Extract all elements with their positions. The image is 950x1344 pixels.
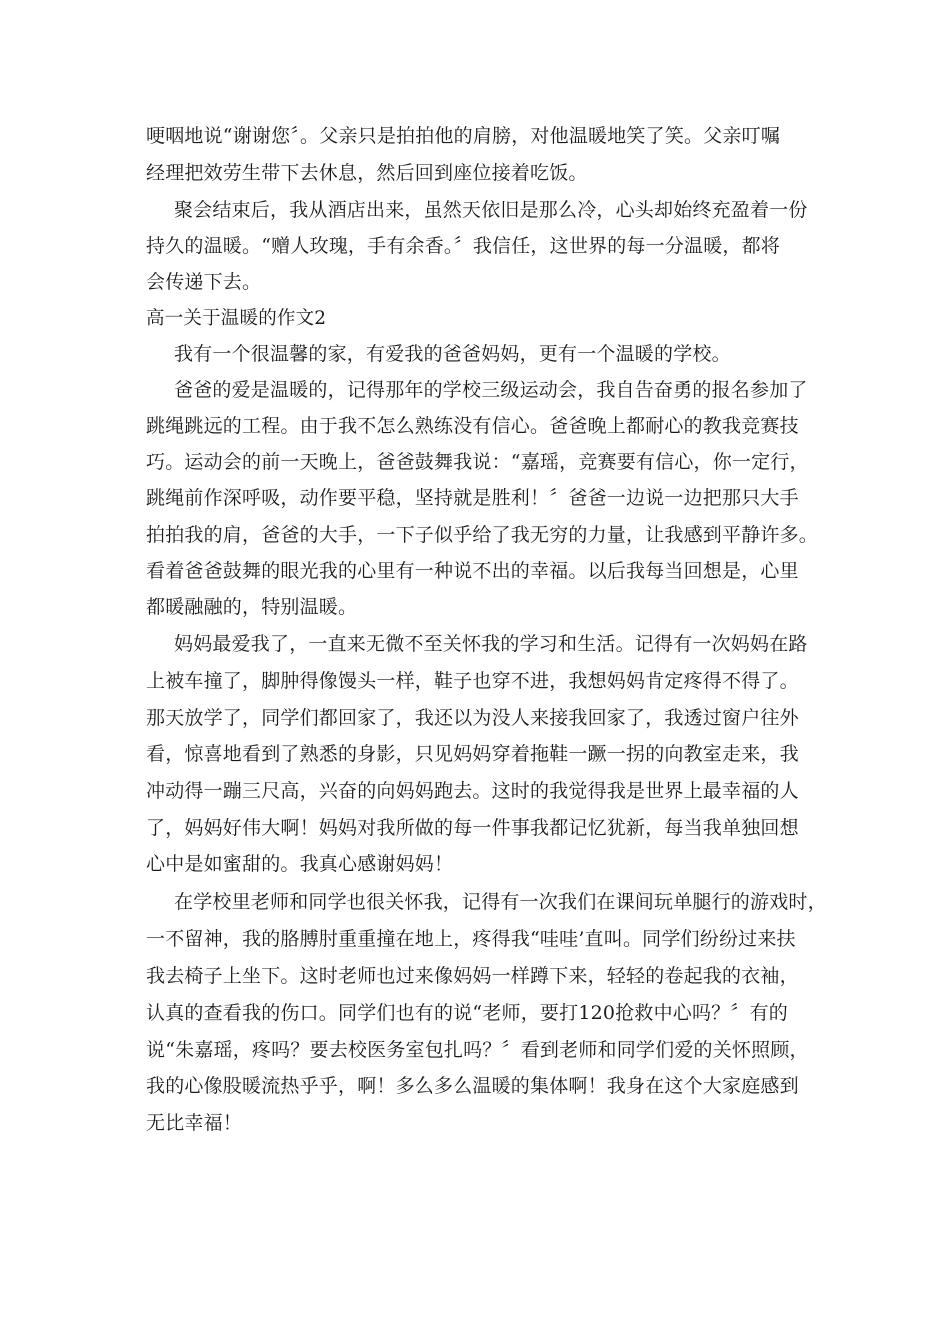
text-line: 爸爸的爱是温暖的，记得那年的学校三级运动会，我自告奋勇的报名参加了: [174, 379, 808, 401]
text-line: 心中是如蜜甜的。我真心感谢妈妈！: [146, 853, 454, 875]
text-line: 那天放学了，同学们都回家了，我还以为没人来接我回家了，我透过窗户往外: [146, 707, 799, 729]
text-line: 认真的查看我的伤口。同学们也有的说“老师，要打120抢救中心吗？〞有的: [146, 1002, 788, 1024]
text-line: 经理把效劳生带下去休息，然后回到座位接着吃饭。: [146, 162, 588, 184]
text-line: 一不留神，我的胳膊肘重重撞在地上，疼得我“哇哇’直叫。同学们纷纷过来扶: [146, 928, 796, 950]
text-line: 冲动得一蹦三尺高，兴奋的向妈妈跑去。这时的我觉得我是世界上最幸福的人: [146, 780, 799, 802]
text-line: 妈妈最爱我了，一直来无微不至关怀我的学习和生活。记得有一次妈妈在路: [174, 633, 808, 655]
text-line: 持久的温暖。“赠人玫瑰，手有余香。〞我信任，这世界的每一分温暖，都将: [146, 235, 781, 257]
text-line: 跳绳前作深呼吸，动作要平稳，坚持就是胜利！〞爸爸一边说一边把那只大手: [146, 487, 799, 509]
text-line: 都暖融融的，特别温暖。: [146, 596, 358, 618]
text-line: 跳绳跳远的工程。由于我不怎么熟练没有信心。爸爸晚上都耐心的教我竞赛技: [146, 415, 799, 437]
section-heading: 高一关于温暖的作文2: [146, 308, 327, 329]
text-line: 上被车撞了，脚肿得像馒头一样，鞋子也穿不进，我想妈妈肯定疼得不得了。: [146, 670, 799, 692]
text-line: 巧。运动会的前一天晚上，爸爸鼓舞我说：“嘉瑶，竞赛要有信心，你一定行，: [146, 451, 809, 473]
text-line: 哽咽地说“谢谢您〞。父亲只是拍拍他的肩膀，对他温暖地笑了笑。父亲叮嘱: [146, 125, 781, 147]
text-line: 无比幸福！: [146, 1112, 243, 1134]
text-line: 拍拍我的肩，爸爸的大手，一下子似乎给了我无穷的力量，让我感到平静许多。: [146, 524, 819, 546]
text-line: 我的心像股暖流热乎乎，啊！多么多么温暖的集体啊！我身在这个大家庭感到: [146, 1075, 799, 1097]
text-line: 聚会结束后，我从酒店出来，虽然天依旧是那么冷，心头却始终充盈着一份: [174, 199, 808, 221]
text-line: 看着爸爸鼓舞的眼光我的心里有一种说不出的幸福。以后我每当回想是，心里: [146, 560, 799, 582]
text-line: 说“朱嘉瑶，疼吗？要去校医务室包扎吗？〞看到老师和同学们爱的关怀照顾，: [146, 1039, 809, 1061]
text-line: 我去椅子上坐下。这时老师也过来像妈妈一样蹲下来，轻轻的卷起我的衣袖，: [146, 965, 799, 987]
text-line: 会传递下去。: [146, 271, 262, 293]
text-line: 在学校里老师和同学也很关怀我，记得有一次我们在课间玩单腿行的游戏时，: [174, 891, 827, 913]
text-line: 我有一个很温馨的家，有爱我的爸爸妈妈，更有一个温暖的学校。: [174, 343, 731, 365]
text-line: 看，惊喜地看到了熟悉的身影，只见妈妈穿着拖鞋一蹶一拐的向教室走来，我: [146, 743, 799, 765]
text-line: 了，妈妈好伟大啊！妈妈对我所做的每一件事我都记忆犹新，每当我单独回想: [146, 817, 799, 839]
